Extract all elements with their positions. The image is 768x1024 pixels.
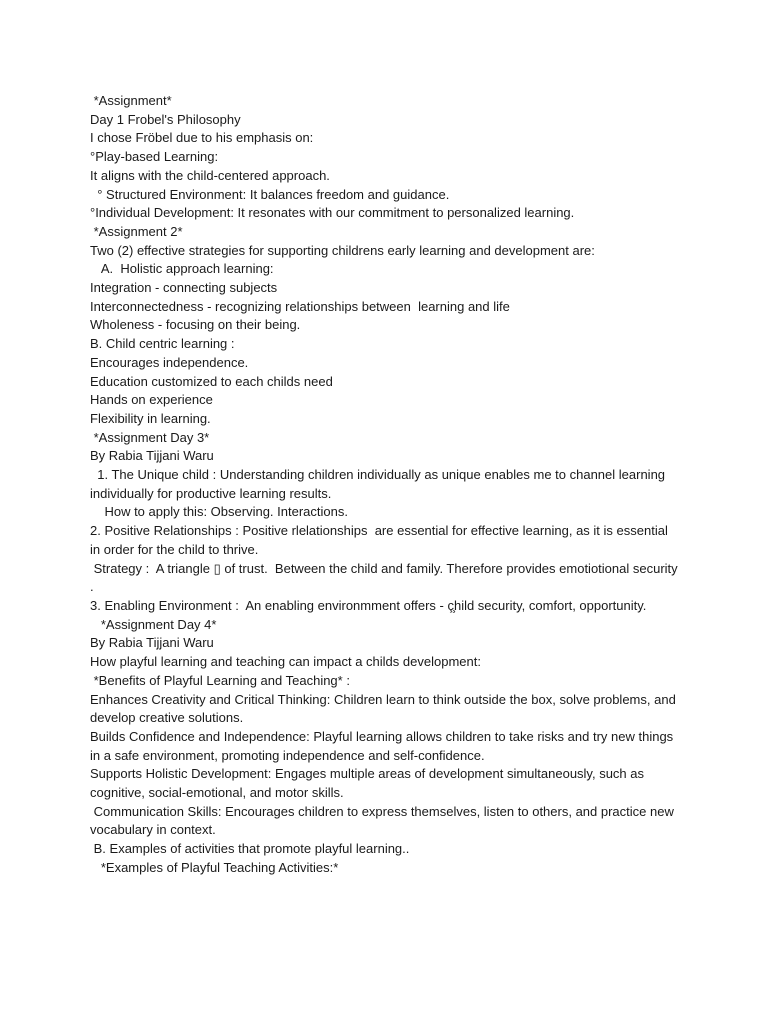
text-line: Wholeness - focusing on their being. <box>90 317 301 333</box>
text-line: °Play-based Learning: <box>90 149 219 165</box>
text-line: B. Child centric learning : <box>90 336 235 352</box>
text-line: *Examples of Playful Teaching Activities:* <box>90 859 339 875</box>
heading-assignment-2: *Assignment 2* <box>90 223 183 239</box>
heading-assignment-day-3: *Assignment Day 3* <box>90 429 210 445</box>
text-line: Enhances Creativity and Critical Thinking: Children learn to think outside the box, solve problems, and develop creative solutions. <box>90 691 680 726</box>
author-line: By Rabia Tijjani Waru <box>90 448 214 464</box>
text-line: Integration - connecting subjects <box>90 280 278 296</box>
text-line: Two (2) effective strategies for supporting childrens early learning and development are: <box>90 242 595 258</box>
text-line: ° Structured Environment: It balances freedom and guidance. <box>90 186 450 202</box>
text-line: A. Holistic approach learning: <box>90 261 274 277</box>
text-line: Strategy : A triangle ▯ of trust. Between the child and family. Therefore provides emotiotional security . <box>90 560 682 595</box>
text-line: Day 1 Frobel's Philosophy <box>90 111 241 127</box>
text-line: Communication Skills: Encourages children to express themselves, listen to others, and practice new vocabulary in context. <box>90 803 678 838</box>
text-line: How to apply this: Observing. Interactions. <box>90 504 348 520</box>
text-line: °Individual Development: It resonates with our commitment to personalized learning. <box>90 205 575 221</box>
text-line: Interconnectedness - recognizing relationships between learning and life <box>90 298 510 314</box>
heading-assignment-day-4: *Assignment Day 4* <box>90 616 217 632</box>
text-line: It aligns with the child-centered approach. <box>90 167 330 183</box>
text-line: Encourages independence. <box>90 354 249 370</box>
author-line: By Rabia Tijjani Waru <box>90 635 214 651</box>
text-line: Supports Holistic Development: Engages multiple areas of development simultaneously, such as cognitive, social-emotional, and motor skills. <box>90 766 648 801</box>
text-line: How playful learning and teaching can impact a childs development: <box>90 654 481 670</box>
text-line: Education customized to each childs need <box>90 373 333 389</box>
text-line: I chose Fröbel due to his emphasis on: <box>90 130 314 146</box>
text-line: 3. Enabling Environment : An enabling environmment offers - ç̧hild security, comfort, opportunity. <box>90 597 647 613</box>
text-line: 2. Positive Relationships : Positive rlelationships are essential for effective learning, as it is essential in order for the child to thrive. <box>90 523 672 557</box>
document-body <box>90 92 680 878</box>
text-line: Builds Confidence and Independence: Playful learning allows children to take risks and try new things in a safe environment, promoting independence and self-confidence. <box>90 728 677 763</box>
heading-assignment: *Assignment* <box>90 93 172 108</box>
text-line: Flexibility in learning. <box>90 410 211 426</box>
text-line: B. Examples of activities that promote playful learning.. <box>90 841 410 857</box>
text-line: Hands on experience <box>90 392 213 408</box>
text-line: *Benefits of Playful Learning and Teaching* : <box>90 672 350 688</box>
text-line: 1. The Unique child : Understanding children individually as unique enables me to channel learning individually for productive learning results. <box>90 467 669 501</box>
